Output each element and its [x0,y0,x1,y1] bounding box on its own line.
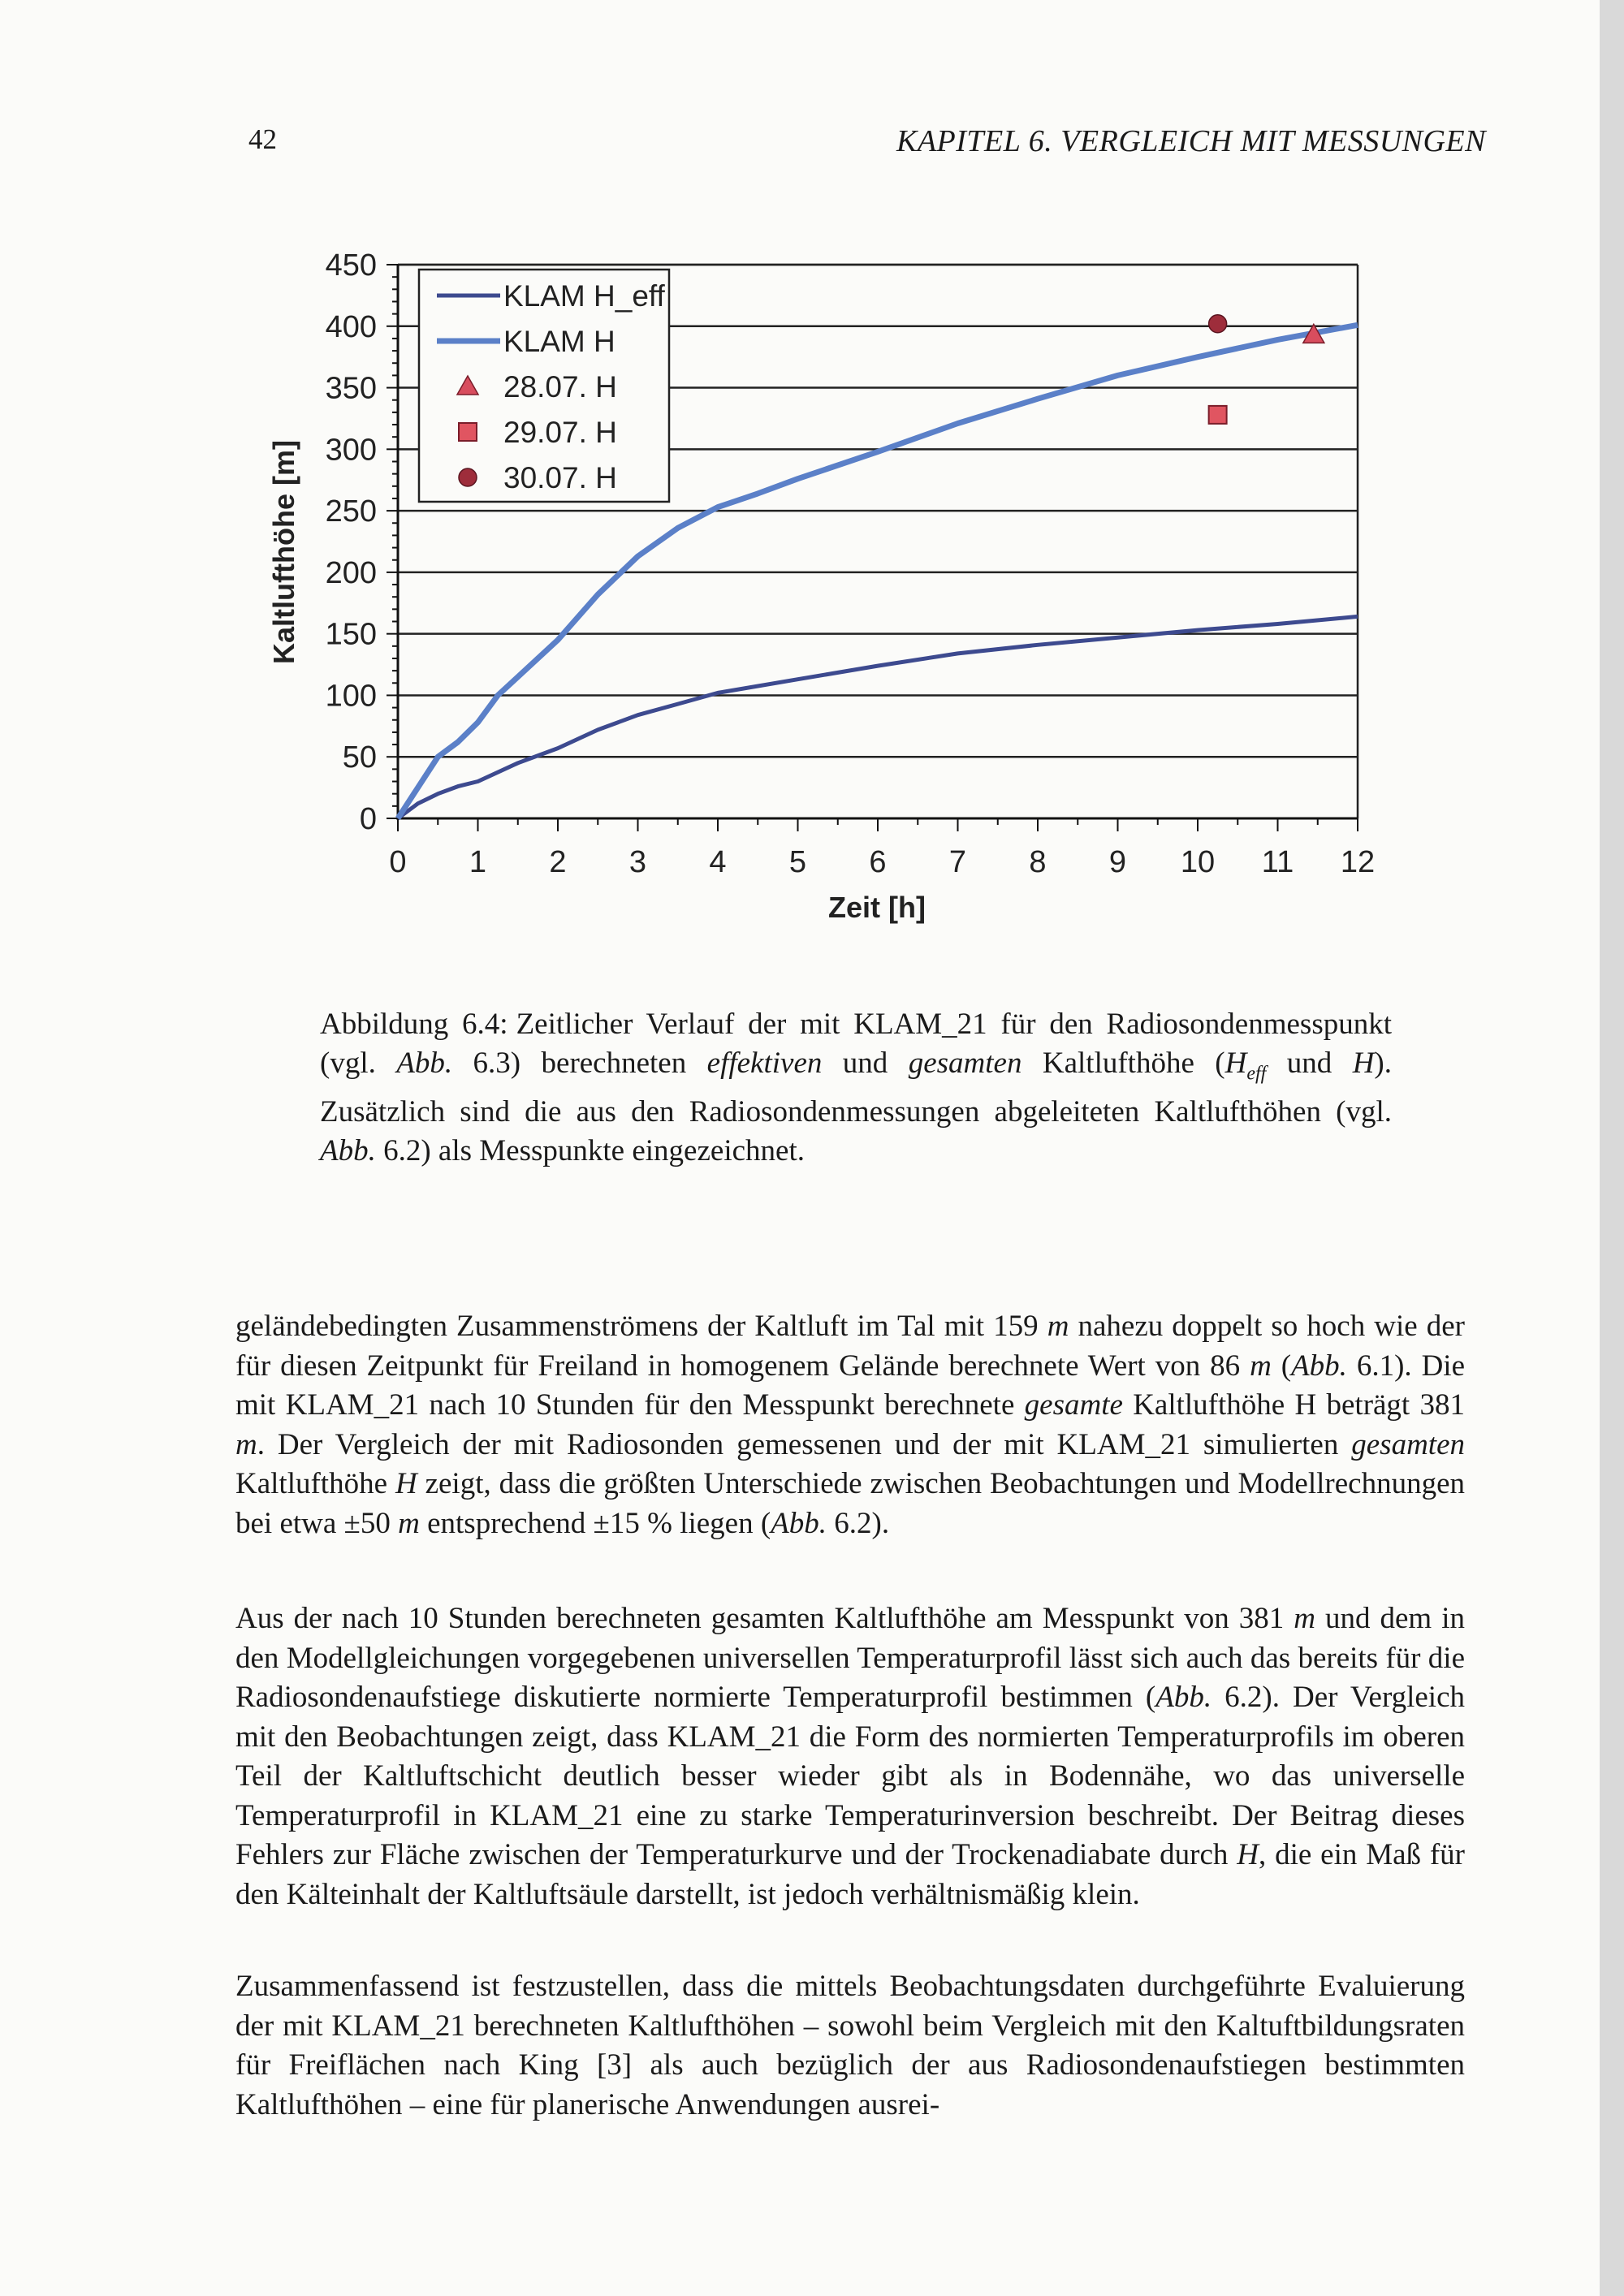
paragraph-text: m [1294,1602,1315,1635]
y-tick-label: 150 [325,617,377,652]
caption-text: Abb. [320,1134,376,1168]
x-tick-label: 9 [1108,845,1127,879]
paragraph-text: m [1250,1349,1272,1383]
x-axis-title: Zeit [h] [828,891,926,924]
body-paragraph-1 [235,1307,1465,1543]
y-tick-label: 0 [359,802,377,836]
x-tick-label: 6 [869,845,887,879]
paragraph-text: m [235,1427,257,1461]
paragraph-text: gesamte [1024,1388,1123,1422]
x-tick-label: 4 [709,845,727,879]
paragraph-text: 6.2). [827,1506,890,1540]
paragraph-text: m [1047,1310,1069,1343]
paragraph-text: Aus der nach 10 Stunden berechneten gesamten Kaltlufthöhe am Messpunkt von 381 [235,1602,1294,1635]
paragraph-text: und dem in den Modellgleichungen vorgegebenen universellen Temperaturprofil lässt sich auch das bereits für die Radiosondenaufstiege diskutierte normierte Temperaturprofil bestimmen ( [235,1602,1465,1714]
paragraph-text: . Der Vergleich der mit Radiosonden gemessenen und der mit KLAM_21 simulierten [257,1427,1352,1461]
paragraph-text: H [1237,1838,1259,1871]
paragraph-text: geländebedingten Zusammenströmens der Kaltluft im Tal mit 159 [235,1310,1047,1343]
y-axis-title: Kaltlufthöhe [m] [267,440,300,664]
body-paragraph-2 [235,1599,1465,1914]
caption-text: H [1224,1047,1247,1080]
paragraph-text: gesamten [1351,1427,1465,1461]
page-number: 42 [248,123,277,155]
paragraph-text: Abb. [1155,1681,1212,1714]
legend-entry: 29.07. H [503,416,617,449]
legend-entry: 30.07. H [503,461,617,494]
running-head: KAPITEL 6. VERGLEICH MIT MESSUNGEN [896,124,1486,158]
figure-caption [320,1005,1392,1171]
y-tick-label: 100 [325,679,377,714]
data-point-2907 [1209,406,1227,424]
y-tick-label: 450 [325,248,377,283]
chart-legend [419,270,669,502]
x-tick-label: 10 [1180,845,1216,879]
paragraph-text: 6.1). Die mit KLAM_21 nach 10 Stunden für den Messpunkt berechnete [235,1349,1466,1422]
x-tick-label: 12 [1340,845,1376,879]
paragraph-text: 6.2). Der Vergleich mit den Beobachtungen zeigt, dass KLAM_21 die Form des normierten Temperaturprofils im oberen Teil der Kaltluftschicht deutlich besser wieder gibt als in Bodennähe, wo das universelle Temperaturprofil in KLAM_21 eine zu starke Temperaturinversion beschreibt. Der Beitrag dieses Fehlers zur Fläche zwischen der Temperaturkurve und der Trockenadiabate durch [235,1681,1465,1871]
caption-text: H [1352,1047,1375,1080]
paragraph-text: Abb. [1291,1349,1347,1383]
series-line-h-eff [398,616,1358,818]
x-tick-label: 11 [1261,845,1294,879]
y-tick-label: 50 [342,740,377,775]
paragraph-text: H [395,1467,417,1500]
x-tick-label: 3 [628,845,647,879]
legend-swatch [459,423,477,441]
paragraph-text: Kaltlufthöhe [235,1467,395,1500]
y-tick-label: 400 [325,309,377,344]
y-tick-label: 250 [325,494,377,529]
caption-text: 6.2) als Messpunkte eingezeichnet. [375,1134,805,1168]
caption-label: Abbildung 6.4: [320,1008,508,1041]
caption-text: gesamten [908,1047,1022,1080]
paragraph-text: Abb. [771,1506,827,1540]
caption-text: eff [1246,1063,1267,1085]
x-tick-label: 0 [389,845,407,879]
paragraph-text: Kaltlufthöhe H beträgt 381 [1122,1388,1465,1422]
paragraph-text: nahezu doppelt so hoch wie der für diesen Zeitpunkt für Freiland in homogenem Gelände berechnete Wert von 86 [235,1310,1465,1383]
caption-text: und [1266,1047,1353,1080]
legend-swatch [459,468,477,486]
x-tick-label: 8 [1029,845,1047,879]
legend-entry: KLAM H [503,325,615,358]
x-tick-label: 1 [469,845,487,879]
y-tick-label: 300 [325,433,377,468]
caption-text: Abb. [396,1047,453,1080]
paragraph-text: m [398,1506,420,1540]
data-point-3007 [1209,315,1227,333]
x-tick-label: 2 [549,845,567,879]
legend-entry: 28.07. H [503,370,617,404]
x-tick-labels [389,845,1375,879]
y-tick-labels [326,248,377,836]
paragraph-text: , die ein Maß für den Kälteinhalt der Kaltluftsäule darstellt, ist jedoch verhältnismäßig klein. [235,1838,1466,1911]
paragraph-text: ( [1271,1349,1292,1383]
caption-text: 6.3) berechneten [452,1047,707,1080]
x-tick-label: 5 [788,845,807,879]
cold-air-height-chart [260,235,1397,950]
x-tick-label: 7 [948,845,967,879]
caption-text: effektiven [706,1047,823,1080]
caption-text: Kaltlufthöhe ( [1021,1047,1225,1080]
caption-text: ). Zusätzlich sind die aus den Radiosondenmessungen abgeleiteten Kaltlufthöhen (vgl. [320,1047,1392,1129]
paragraph-text: zeigt, dass die größten Unterschiede zwischen Beobachtungen und Modellrechnungen bei etwa ±50 [235,1467,1465,1540]
paragraph-text: entsprechend ±15 % liegen ( [419,1506,771,1540]
y-tick-label: 200 [325,555,377,590]
caption-text: und [822,1047,909,1080]
body-paragraph-3: Zusammenfassend ist festzustellen, dass die mittels Beobachtungsdaten durchgeführte Evaluierung der mit KLAM_21 berechneten Kaltlufthöhen – sowohl beim Vergleich mit den Kaltuftbildungsraten für Freiflächen nach King [3] als auch bezüglich der aus Radiosondenaufstiegen bestimmten Kaltlufthöhen – eine für planerische Anwendungen ausrei- [235,1970,1465,2121]
y-tick-label: 350 [325,371,377,406]
legend-entry: KLAM H_eff [503,279,665,313]
caption-text: Zeitlicher Verlauf der mit KLAM_21 für den Radiosondenmesspunkt (vgl. [320,1008,1392,1080]
